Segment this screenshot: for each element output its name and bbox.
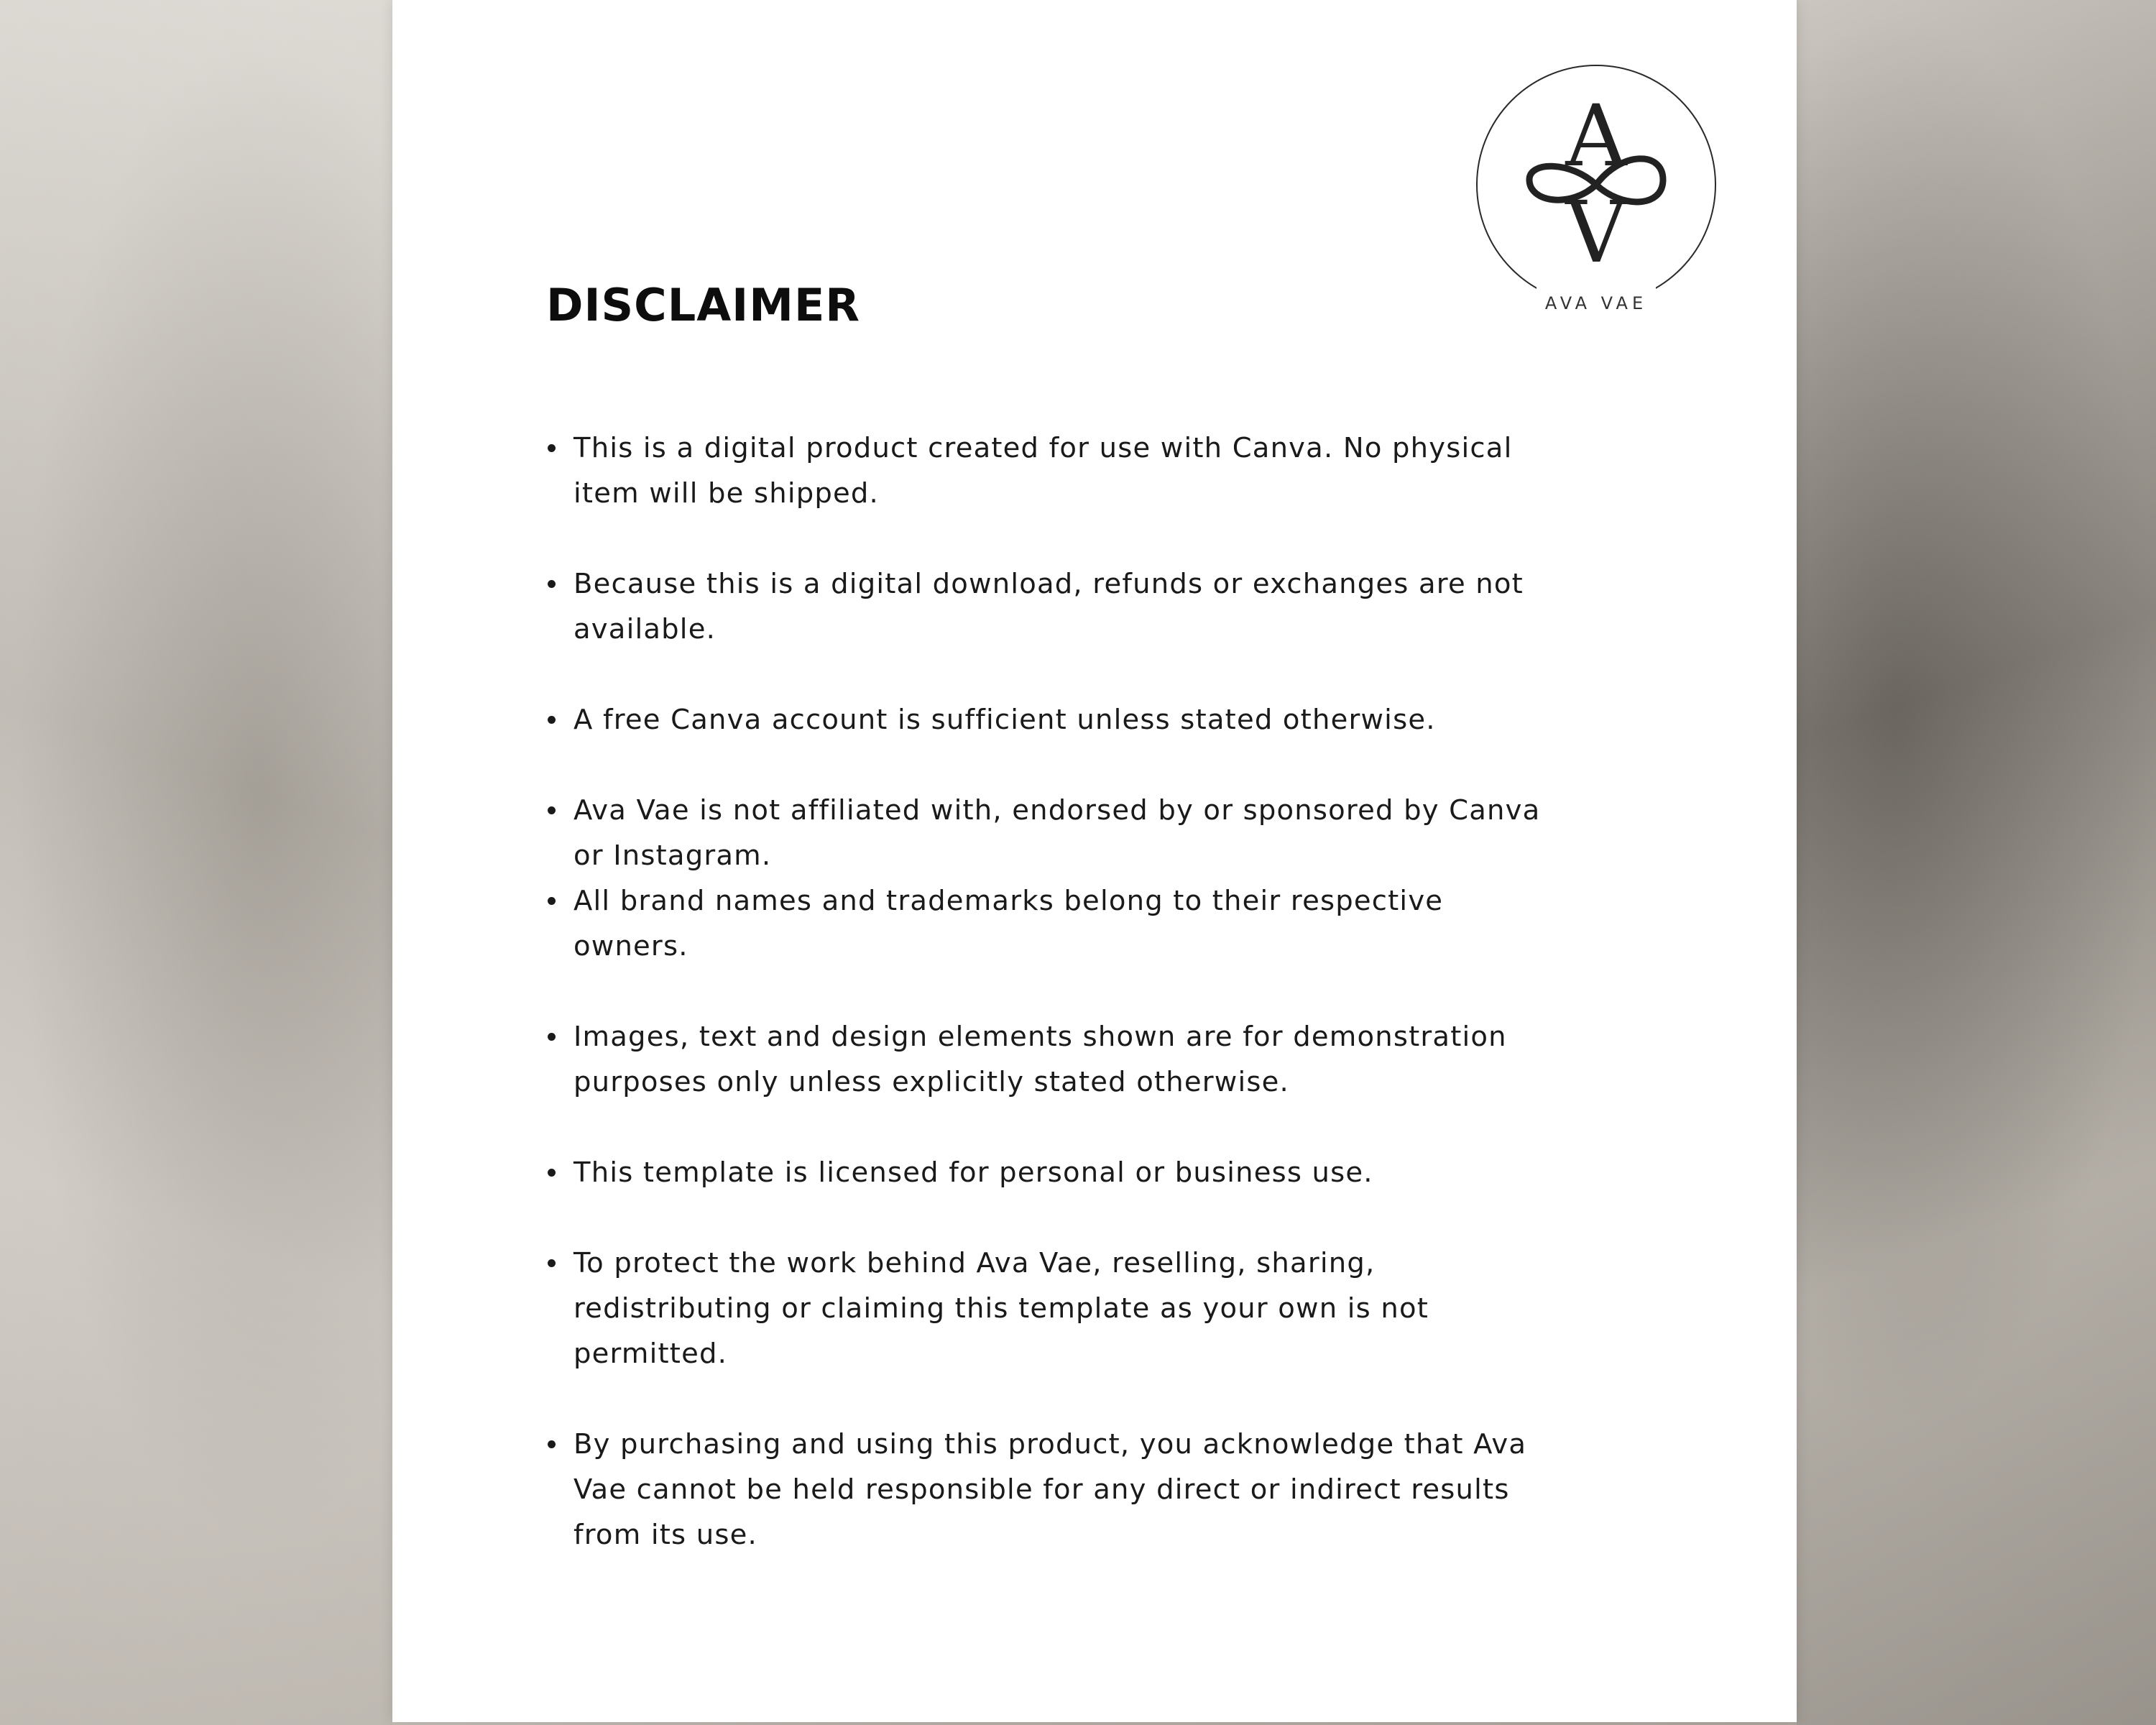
page-title: DISCLAIMER — [546, 279, 861, 331]
list-item: All brand names and trademarks belong to their respective owners. — [546, 878, 1567, 969]
background-shadow-left — [0, 0, 392, 1725]
disclaimer-list — [546, 426, 1567, 1603]
list-item: This is a digital product created for use with Canva. No physical item will be shipped. — [546, 426, 1567, 516]
ava-vae-logo — [1470, 59, 1722, 318]
logo-letter-a: A — [1565, 86, 1627, 185]
document-page — [392, 0, 1797, 1722]
logo-letter-v: V — [1565, 183, 1627, 282]
list-item: Ava Vae is not affiliated with, endorsed by or sponsored by Canva or Instagram. — [546, 788, 1567, 878]
background-shadow-right — [1797, 0, 2156, 1725]
list-item: This template is licensed for personal or business use. — [546, 1150, 1567, 1195]
list-item: Images, text and design elements shown are for demonstration purposes only unless explicitly stated otherwise. — [546, 1014, 1567, 1105]
logo-brand-text: AVA VAE — [1544, 293, 1648, 313]
list-item: Because this is a digital download, refunds or exchanges are not available. — [546, 561, 1567, 652]
list-item: A free Canva account is sufficient unless stated otherwise. — [546, 697, 1567, 742]
list-item: To protect the work behind Ava Vae, reselling, sharing, redistributing or claiming this template as your own is not permitted. — [546, 1241, 1567, 1376]
list-item: By purchasing and using this product, you acknowledge that Ava Vae cannot be held responsible for any direct or indirect results from its use. — [546, 1422, 1567, 1558]
